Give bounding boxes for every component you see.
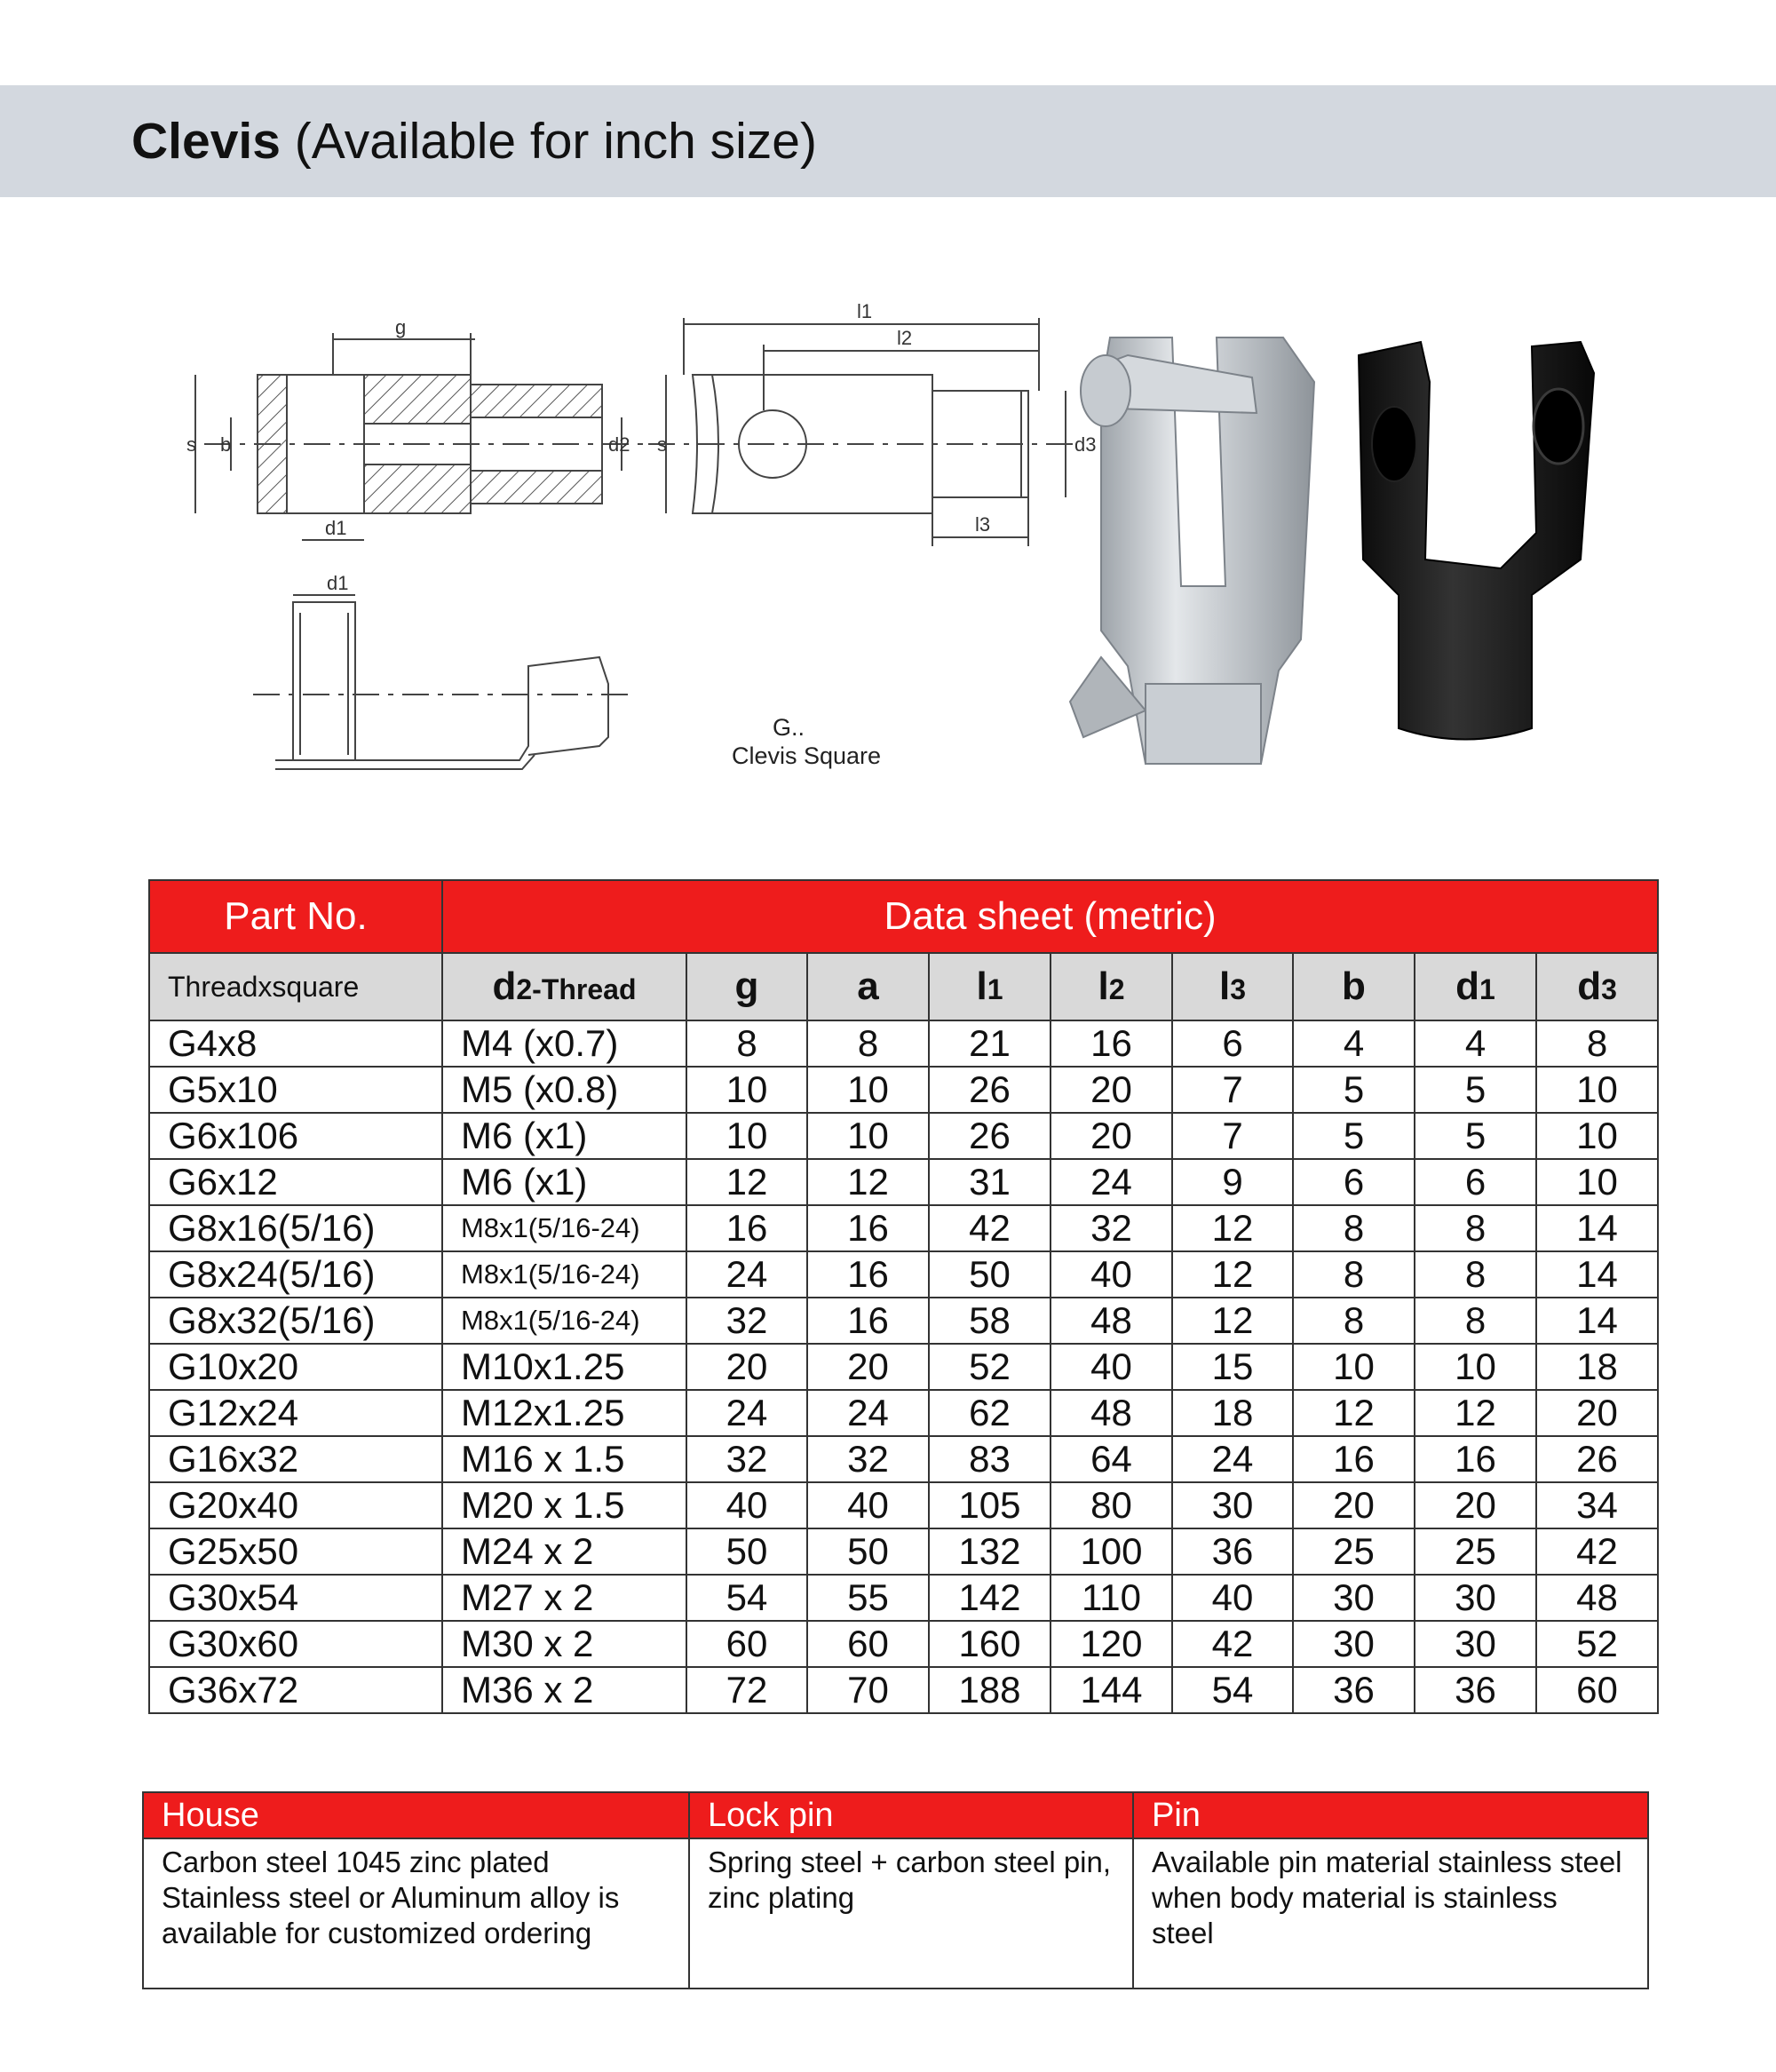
cell-d1: 8 (1415, 1205, 1536, 1251)
cell-b: 8 (1293, 1298, 1415, 1344)
page-title (131, 85, 817, 197)
cell-g: 72 (686, 1667, 807, 1713)
cell-d3: 52 (1536, 1621, 1658, 1667)
col-d1: d1 (1415, 953, 1536, 1020)
table-row (149, 1113, 1658, 1159)
cell-l3: 24 (1172, 1436, 1293, 1482)
cell-l3: 40 (1172, 1575, 1293, 1621)
cell-thread: M8x1(5/16-24) (442, 1298, 686, 1344)
cell-d1: 36 (1415, 1667, 1536, 1713)
cell-d1: 5 (1415, 1113, 1536, 1159)
col-l2: l2 (1051, 953, 1172, 1020)
cell-d3: 14 (1536, 1251, 1658, 1298)
dim-label-b: b (220, 433, 232, 456)
cell-l3: 15 (1172, 1344, 1293, 1390)
dim-label-d1: d1 (325, 517, 347, 539)
cell-d1: 10 (1415, 1344, 1536, 1390)
cell-d1: 4 (1415, 1020, 1536, 1067)
cell-l1: 105 (929, 1482, 1051, 1528)
cell-g: 40 (686, 1482, 807, 1528)
cell-d3: 48 (1536, 1575, 1658, 1621)
cell-l3: 7 (1172, 1113, 1293, 1159)
cell-b: 10 (1293, 1344, 1415, 1390)
dim-label-d2: d2 (608, 433, 630, 456)
cell-l1: 21 (929, 1020, 1051, 1067)
cell-a: 32 (807, 1436, 929, 1482)
silver-clevis-image (1070, 337, 1314, 764)
col-d3: d3 (1536, 953, 1658, 1020)
col-g: g (686, 953, 807, 1020)
cell-b: 16 (1293, 1436, 1415, 1482)
pin-title: Pin (1133, 1792, 1648, 1838)
table-row (149, 1667, 1658, 1713)
cell-g: 60 (686, 1621, 807, 1667)
cell-g: 24 (686, 1251, 807, 1298)
cell-d1: 12 (1415, 1390, 1536, 1436)
cell-d3: 60 (1536, 1667, 1658, 1713)
cell-d1: 8 (1415, 1298, 1536, 1344)
cell-l2: 48 (1051, 1390, 1172, 1436)
table-row (149, 1067, 1658, 1113)
pin-view (253, 595, 635, 769)
cell-b: 12 (1293, 1390, 1415, 1436)
lockpin-line: Spring steel + carbon steel pin, (708, 1846, 1112, 1878)
table-row (149, 1251, 1658, 1298)
cell-b: 30 (1293, 1621, 1415, 1667)
cell-d1: 25 (1415, 1528, 1536, 1575)
cell-thread: M8x1(5/16-24) (442, 1251, 686, 1298)
cell-a: 20 (807, 1344, 929, 1390)
house-line: Carbon steel 1045 zinc plated (162, 1846, 550, 1878)
dim-label-pin-d1: d1 (327, 572, 349, 594)
table-row (149, 1344, 1658, 1390)
cell-b: 20 (1293, 1482, 1415, 1528)
col-b: b (1293, 953, 1415, 1020)
dim-label-l3: l3 (975, 513, 991, 536)
cell-d1: 30 (1415, 1575, 1536, 1621)
cell-l1: 42 (929, 1205, 1051, 1251)
cell-thread: M36 x 2 (442, 1667, 686, 1713)
table-row (149, 1528, 1658, 1575)
house-line: Stainless steel or Aluminum alloy is (162, 1881, 620, 1914)
cell-thread: M12x1.25 (442, 1390, 686, 1436)
cell-b: 8 (1293, 1205, 1415, 1251)
cell-a: 12 (807, 1159, 929, 1205)
cell-d3: 42 (1536, 1528, 1658, 1575)
cell-thread: M6 (x1) (442, 1113, 686, 1159)
cell-a: 16 (807, 1205, 929, 1251)
cell-l1: 142 (929, 1575, 1051, 1621)
clevis-drawings (151, 293, 1661, 808)
cell-l3: 12 (1172, 1205, 1293, 1251)
table-row (149, 1436, 1658, 1482)
side-view (648, 318, 1074, 546)
dim-label-d3: d3 (1074, 433, 1097, 456)
cell-b: 25 (1293, 1528, 1415, 1575)
cell-l2: 48 (1051, 1298, 1172, 1344)
cell-l2: 120 (1051, 1621, 1172, 1667)
title-rest: (Available for inch size) (280, 113, 817, 170)
cell-l2: 32 (1051, 1205, 1172, 1251)
col-d2-thread: d2-Thread (442, 953, 686, 1020)
cell-l2: 110 (1051, 1575, 1172, 1621)
cell-d3: 20 (1536, 1390, 1658, 1436)
col-l3: l3 (1172, 953, 1293, 1020)
cell-l2: 24 (1051, 1159, 1172, 1205)
table-row (149, 1482, 1658, 1528)
cell-d3: 26 (1536, 1436, 1658, 1482)
cell-l2: 144 (1051, 1667, 1172, 1713)
cell-part: G8x24(5/16) (149, 1251, 442, 1298)
cell-b: 4 (1293, 1020, 1415, 1067)
cell-b: 6 (1293, 1159, 1415, 1205)
table-subheader-row (149, 953, 1658, 1020)
spec-table (148, 879, 1659, 1714)
col-threadxsquare: Threadxsquare (149, 953, 442, 1020)
table-row (149, 1298, 1658, 1344)
cell-l3: 12 (1172, 1298, 1293, 1344)
cell-a: 8 (807, 1020, 929, 1067)
cell-l3: 42 (1172, 1621, 1293, 1667)
cell-l2: 20 (1051, 1067, 1172, 1113)
house-line: available for customized ordering (162, 1917, 592, 1949)
cell-part: G4x8 (149, 1020, 442, 1067)
cell-b: 5 (1293, 1067, 1415, 1113)
cell-l1: 31 (929, 1159, 1051, 1205)
cell-a: 60 (807, 1621, 929, 1667)
table-row (149, 1390, 1658, 1436)
cell-l2: 16 (1051, 1020, 1172, 1067)
cell-d3: 10 (1536, 1067, 1658, 1113)
cell-a: 16 (807, 1251, 929, 1298)
table-row (149, 1159, 1658, 1205)
cell-a: 70 (807, 1667, 929, 1713)
cell-part: G30x60 (149, 1621, 442, 1667)
cell-l2: 40 (1051, 1344, 1172, 1390)
cell-l1: 58 (929, 1298, 1051, 1344)
cell-a: 10 (807, 1067, 929, 1113)
figure-caption-2: Clevis Square (731, 742, 882, 769)
cell-part: G10x20 (149, 1344, 442, 1390)
cell-d3: 10 (1536, 1113, 1658, 1159)
cell-d1: 30 (1415, 1621, 1536, 1667)
cell-g: 32 (686, 1298, 807, 1344)
cell-l1: 188 (929, 1667, 1051, 1713)
pin-description (1133, 1838, 1648, 1989)
black-clevis-image (1359, 342, 1594, 740)
cell-thread: M16 x 1.5 (442, 1436, 686, 1482)
cell-thread: M8x1(5/16-24) (442, 1205, 686, 1251)
cell-part: G12x24 (149, 1390, 442, 1436)
table-row (149, 1205, 1658, 1251)
cell-l1: 132 (929, 1528, 1051, 1575)
cell-d1: 5 (1415, 1067, 1536, 1113)
cell-a: 50 (807, 1528, 929, 1575)
cell-thread: M5 (x0.8) (442, 1067, 686, 1113)
cell-l3: 9 (1172, 1159, 1293, 1205)
cell-b: 8 (1293, 1251, 1415, 1298)
house-title: House (143, 1792, 689, 1838)
lockpin-title: Lock pin (689, 1792, 1133, 1838)
cell-g: 16 (686, 1205, 807, 1251)
cell-l2: 100 (1051, 1528, 1172, 1575)
cell-part: G5x10 (149, 1067, 442, 1113)
cell-g: 54 (686, 1575, 807, 1621)
cell-d1: 20 (1415, 1482, 1536, 1528)
lockpin-line: zinc plating (708, 1881, 855, 1914)
section-view (195, 333, 648, 540)
dim-label-s: s (186, 433, 196, 456)
cell-b: 30 (1293, 1575, 1415, 1621)
cell-d3: 14 (1536, 1298, 1658, 1344)
pin-line: Available pin material stainless steel (1152, 1846, 1622, 1878)
header-part-no: Part No. (149, 880, 442, 953)
cell-thread: M30 x 2 (442, 1621, 686, 1667)
dim-label-g: g (395, 316, 407, 338)
cell-part: G6x12 (149, 1159, 442, 1205)
cell-g: 10 (686, 1113, 807, 1159)
cell-part: G30x54 (149, 1575, 442, 1621)
cell-thread: M4 (x0.7) (442, 1020, 686, 1067)
col-a: a (807, 953, 929, 1020)
cell-a: 55 (807, 1575, 929, 1621)
figure-caption-1: G.. (772, 714, 805, 741)
cell-thread: M20 x 1.5 (442, 1482, 686, 1528)
cell-thread: M6 (x1) (442, 1159, 686, 1205)
cell-g: 10 (686, 1067, 807, 1113)
cell-d1: 16 (1415, 1436, 1536, 1482)
material-info-table (142, 1791, 1649, 1989)
cell-g: 12 (686, 1159, 807, 1205)
cell-part: G20x40 (149, 1482, 442, 1528)
cell-d1: 6 (1415, 1159, 1536, 1205)
cell-l1: 50 (929, 1251, 1051, 1298)
cell-a: 24 (807, 1390, 929, 1436)
cell-l3: 12 (1172, 1251, 1293, 1298)
cell-l1: 160 (929, 1621, 1051, 1667)
cell-d3: 18 (1536, 1344, 1658, 1390)
cell-d3: 14 (1536, 1205, 1658, 1251)
table-row (149, 1575, 1658, 1621)
pin-line: steel (1152, 1917, 1214, 1949)
cell-l3: 36 (1172, 1528, 1293, 1575)
header-datasheet: Data sheet (metric) (442, 880, 1658, 953)
cell-l2: 20 (1051, 1113, 1172, 1159)
cell-a: 10 (807, 1113, 929, 1159)
cell-d3: 10 (1536, 1159, 1658, 1205)
cell-l3: 6 (1172, 1020, 1293, 1067)
dim-label-s2: s (657, 433, 667, 456)
cell-part: G16x32 (149, 1436, 442, 1482)
cell-thread: M24 x 2 (442, 1528, 686, 1575)
cell-part: G8x16(5/16) (149, 1205, 442, 1251)
cell-l3: 7 (1172, 1067, 1293, 1113)
cell-l2: 64 (1051, 1436, 1172, 1482)
technical-figure (151, 293, 1661, 808)
table-row (149, 1621, 1658, 1667)
cell-l3: 54 (1172, 1667, 1293, 1713)
dim-label-l2: l2 (897, 327, 913, 349)
cell-g: 50 (686, 1528, 807, 1575)
dim-label-l1: l1 (857, 300, 873, 322)
cell-l1: 26 (929, 1113, 1051, 1159)
table-row (149, 1020, 1658, 1067)
cell-d3: 8 (1536, 1020, 1658, 1067)
cell-g: 32 (686, 1436, 807, 1482)
cell-l1: 26 (929, 1067, 1051, 1113)
cell-part: G6x106 (149, 1113, 442, 1159)
cell-thread: M10x1.25 (442, 1344, 686, 1390)
title-banner (0, 85, 1776, 197)
cell-l2: 40 (1051, 1251, 1172, 1298)
cell-part: G8x32(5/16) (149, 1298, 442, 1344)
cell-l2: 80 (1051, 1482, 1172, 1528)
cell-d1: 8 (1415, 1251, 1536, 1298)
cell-g: 20 (686, 1344, 807, 1390)
cell-b: 36 (1293, 1667, 1415, 1713)
cell-part: G25x50 (149, 1528, 442, 1575)
cell-b: 5 (1293, 1113, 1415, 1159)
table-header-row (149, 880, 1658, 953)
title-bold: Clevis (131, 113, 281, 170)
col-l1: l1 (929, 953, 1051, 1020)
cell-l3: 30 (1172, 1482, 1293, 1528)
cell-l3: 18 (1172, 1390, 1293, 1436)
spec-table-body (149, 1020, 1658, 1713)
cell-a: 40 (807, 1482, 929, 1528)
cell-thread: M27 x 2 (442, 1575, 686, 1621)
cell-a: 16 (807, 1298, 929, 1344)
cell-g: 24 (686, 1390, 807, 1436)
cell-g: 8 (686, 1020, 807, 1067)
cell-d3: 34 (1536, 1482, 1658, 1528)
lockpin-description (689, 1838, 1133, 1989)
cell-l1: 62 (929, 1390, 1051, 1436)
cell-part: G36x72 (149, 1667, 442, 1713)
cell-l1: 52 (929, 1344, 1051, 1390)
pin-line: when body material is stainless (1152, 1881, 1558, 1914)
cell-l1: 83 (929, 1436, 1051, 1482)
house-description (143, 1838, 689, 1989)
